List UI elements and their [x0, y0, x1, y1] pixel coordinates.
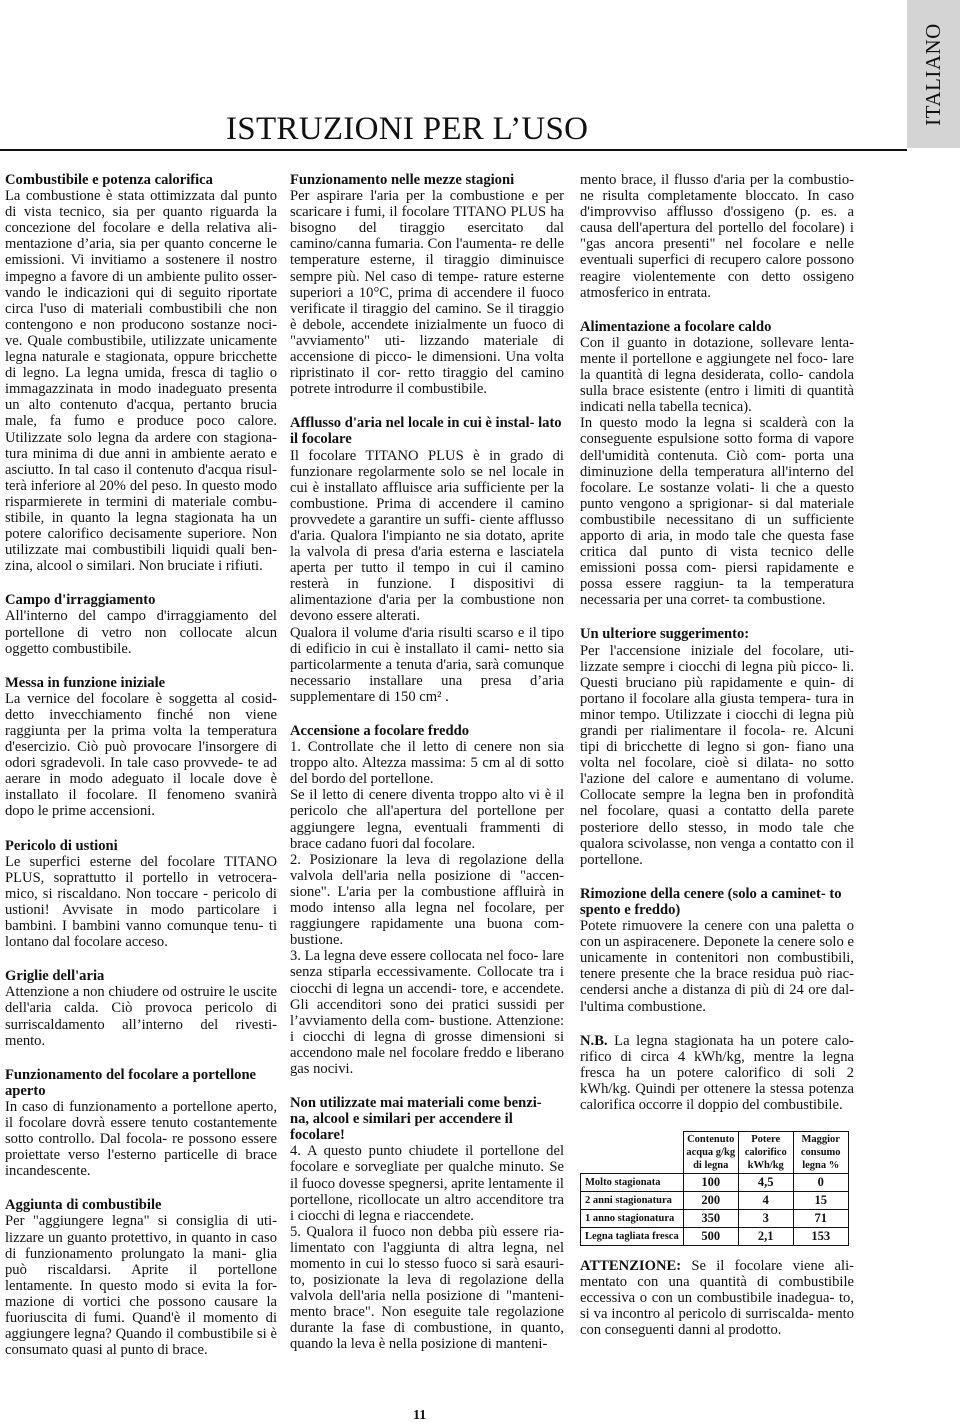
table-cell: 15	[793, 1192, 848, 1210]
wood-moisture-table	[580, 1131, 849, 1246]
table-row	[581, 1174, 849, 1192]
page-title: ISTRUZIONI PER L’USO	[226, 111, 589, 147]
warning-label: ATTENZIONE:	[580, 1258, 682, 1275]
column-right	[580, 172, 854, 1357]
language-tab	[907, 0, 960, 148]
section-heading: Aggiunta di combustibile	[5, 1197, 162, 1214]
section-paragraph: La combustione è stata ottimizzata dal punto di vista tecnico, sia per quanto riguarda la concezione del focolare e della relativa ali- mentazione d’aria, sia per quanto concerne le emissioni. Vi invitiamo a sostenere il nostro impegno a favore di un ambiente pulito osser- vando le indicazioni qui di seguito riportate circa l'uso di materiali combustibili che non contengono e non producono sostanze noci- ve. Quale combustibile, utilizzate unicamente legna naturale e stagionata, oppure bricchette di legno. La legna umida, fresca di taglio o immagazzinata in modo inadeguato presenta un alto contenuto d'acqua, pertanto brucia male, fa fumo e produce poco calore. Utilizzate solo legna da ardere con stagiona- tura minima di due anni in ambiente aerato e asciutto. In tal caso il contenuto d'acqua risul- terà inferiore al 20% del peso. In questo modo risparmierete in termini di materiale combu- stibile, in quanto la legna stagionata ha un potere calorifico decisamente superiore. Non utilizzate mai combustibili liquidi quali ben- zina, alcool o similari. Non bruciate i rifiuti.	[5, 188, 277, 575]
row-label: 1 anno stagionatura	[581, 1210, 684, 1228]
section-paragraph: 4. A questo punto chiudete il portellone del focolare e sorvegliate per qualche minuto. Se il fuoco dovesse spegnersi, aprite lentamente il portellone, ricollocate un altro accenditore tra i ciocchi di legna e riaccendete.	[290, 1143, 564, 1224]
section-heading: Griglie dell'aria	[5, 968, 105, 985]
text-section	[580, 172, 854, 301]
column-right-sections	[580, 172, 854, 1015]
section-heading: Afflusso d'aria nel locale in cui è instal- lato il focolare	[290, 415, 562, 448]
table-cell: 71	[793, 1210, 848, 1228]
text-section	[5, 675, 277, 820]
section-heading: Non utilizzate mai materiali come benzi- na, alcool e similari per accendere il focolare!	[290, 1095, 542, 1144]
warning-note	[580, 1258, 854, 1338]
section-heading: Pericolo di ustioni	[5, 837, 118, 854]
section-paragraph: In caso di funzionamento a portellone aperto, il focolare dovrà essere tenuto costantemente sotto controllo. Dal focola- re possono essere proiettate verso l'esterno particelle di brace incandescente.	[5, 1098, 277, 1180]
section-paragraph: Qualora il volume d'aria risulti scarso e il tipo di edificio in cui è installato il cami- netto sia particolarmente a tenuta d'aria, sarà comunque necessario installare una presa d’aria supplementare di 150 cm² .	[290, 624, 564, 705]
section-paragraph: 5. Qualora il fuoco non debba più essere ria- limentato con l'aggiunta di altra legna, nel momento in cui lo stesso fuoco si sarà esauri- to, posizionate la leva di regolazione della valvola dell'aria nella posizione di "manteni- mento brace". Non eseguite tale regolazione durante la fase di combustione, in quanto, quando la leva è nella posizione di manteni-	[290, 1223, 564, 1353]
text-section	[290, 415, 564, 705]
table-cell: 0	[793, 1174, 848, 1192]
table-cell: 153	[793, 1228, 848, 1246]
text-section	[5, 592, 277, 656]
section-paragraph: mento brace, il flusso d'aria per la combustio- ne risulta completamente bloccato. In caso d'improvviso afflusso d'ossigeno (p. es. a causa dell'apertura del portello del focolare) i "gas ancora presenti" nel focolare e nelle eventuali superfici di recupero calore possono reagire violentemente con detto ossigeno atmosferico in entrata.	[580, 172, 854, 301]
section-paragraph: Con il guanto in dotazione, sollevare lenta- mente il portellone e aggiungete nel foco- lare la quantità di legna desiderata, collo- candola sulla brace esistente (entro i limiti di quantità indicati nella tabella tecnica).	[580, 334, 854, 416]
column-middle	[290, 172, 564, 1371]
table-cell: 200	[683, 1192, 738, 1210]
row-label: Molto stagionata	[581, 1174, 684, 1192]
table-cell: 3	[738, 1210, 793, 1228]
section-heading: Un ulteriore suggerimento:	[580, 626, 750, 643]
text-section	[580, 626, 854, 867]
text-section	[290, 1095, 564, 1353]
section-heading: Funzionamento nelle mezze stagioni	[290, 172, 515, 188]
text-section	[5, 838, 277, 951]
table-corner-cell	[581, 1132, 684, 1174]
text-section	[290, 723, 564, 1077]
row-label: 2 anni stagionatura	[581, 1192, 684, 1210]
column-left	[5, 172, 277, 1376]
warning-text: Se il focolare viene ali- mentato con una quantità di combustibile eccessiva o con un combustibile inadegua- to, si va incontro al pericolo di surriscalda- mento con conseguenti danni al prodotto.	[580, 1258, 854, 1339]
nb-label: N.B.	[580, 1032, 608, 1049]
table-row	[581, 1228, 849, 1246]
table-cell: 500	[683, 1228, 738, 1246]
text-section	[5, 172, 277, 574]
section-paragraph: Il focolare TITANO PLUS è in grado di funzionare regolarmente solo se nel locale in cui è installato affluisce aria sufficiente per la combustione. Prima di accendere il camino provvedete a garantire un suffi- ciente afflusso d'aria. Qualora l'impianto ne sia dotato, aprite la valvola di presa d'aria esterna e lasciatela aperta per tutto il tempo in cui il camino resterà in funzione. I dispositivi di alimentazione d'aria per la combustione non devono essere alterati.	[290, 447, 564, 625]
nb-text: La legna stagionata ha un potere calo- rifico di circa 4 kWh/kg, mentre la legna fresca ha un potere calorifico di soli 2 kWh/kg. Quindi per ottenere la stessa potenza calorifica occorre il doppio del combustibile.	[580, 1032, 854, 1113]
section-heading: Combustibile e potenza calorifica	[5, 172, 213, 188]
table-cell: 2,1	[738, 1228, 793, 1246]
section-paragraph: 1. Controllate che il letto di cenere non sia troppo alto. Altezza massima: 5 cm al di sotto del bordo del portellone.	[290, 739, 564, 788]
table-cell: 350	[683, 1210, 738, 1228]
language-label: ITALIANO	[921, 22, 945, 126]
section-paragraph: Per l'accensione iniziale del focolare, uti- lizzate sempre i ciocchi di legna più picco- li. Questi bruciano più rapidamente e quin- di portano il focolare alla giusta tempera- tura in minor tempo. Utilizzate i ciocchi di legna più grandi per rialimentare il focola- re. Alcuni tipi di bricchette di legno si gon- fiano una volta nel focolare, cioè si dilata- no sotto l'azione del calore e aumentano di volume. Collocate sempre la legna ben in profondità nel focolare, quasi a contatto della parete posteriore dello stesso, in modo tale che qualora scivolasse, non venga a contatto con il portellone.	[580, 642, 854, 868]
column-header: Maggior consumo legna %	[793, 1132, 848, 1174]
column-header: Contenuto acqua g/kg di legna	[683, 1132, 738, 1174]
text-section	[5, 1197, 277, 1358]
section-paragraph: Potete rimuovere la cenere con una paletta o con un aspiracenere. Deponete la cenere solo e unicamente in contenitori non combustibili, tenere presente che la brace residua può riac- cendersi anche a distanza di più di 24 ore dal- l'ultima combustione.	[580, 918, 854, 1015]
text-section	[5, 968, 277, 1048]
section-paragraph: Le superfici esterne del focolare TITANO PLUS, soprattutto il portello in vetrocera- mico, si riscaldano. Non toccare - pericolo di ustioni! Avvisate in modo particolare i bambini. I bambini vanno comunque tenu- ti lontano dal focolare acceso.	[5, 853, 277, 951]
text-section	[5, 1067, 277, 1180]
section-heading: Alimentazione a focolare caldo	[580, 318, 772, 335]
section-paragraph: La vernice del focolare è soggetta al cosid- detto invecchiamento finché non viene raggiunta per la prima volta la temperatura d'esercizio. Ciò può provocare l'insorgere di odori sgradevoli. In tale caso provvede- te ad aerare in modo adeguato il locale dove è installato il focolare. Il fenomeno svanirà dopo le prime accensioni.	[5, 690, 277, 820]
section-heading: Funzionamento del focolare a portellone aperto	[5, 1066, 257, 1099]
row-label: Legna tagliata fresca	[581, 1228, 684, 1246]
table-body	[581, 1174, 849, 1246]
text-section	[580, 886, 854, 1015]
section-heading: Accensione a focolare freddo	[290, 723, 470, 739]
table-row	[581, 1192, 849, 1210]
section-heading: Campo d'irraggiamento	[5, 592, 156, 609]
table-cell: 100	[683, 1174, 738, 1192]
page-number: 11	[413, 1408, 427, 1423]
section-paragraph: 2. Posizionare la leva di regolazione della valvola dell'aria nella posizione di "accen- sione". L'aria per la combustione affluirà in modo intenso alla legna nel focolare, per raggiungere rapidamente una buona com- bustione.	[290, 851, 564, 949]
section-paragraph: Per "aggiungere legna" si consiglia di uti- lizzare un guanto protettivo, in quanto in caso di funzionamento prolungato la mani- glia può riscaldarsi. Aprite il portellone lentamente. In questo modo si evita la for- mazione di vortici che possono causare la fuoriuscita di fumi. Quand'è il momento di aggiungere legna? Quando il combustibile si è consumato quasi al punto di brace.	[5, 1213, 277, 1359]
section-paragraph: Attenzione a non chiudere od ostruire le uscite dell'aria calda. Ciò provoca pericolo di surriscaldamento all’interno del rivesti- mento.	[5, 984, 277, 1049]
text-section	[290, 172, 564, 397]
section-heading: Messa in funzione iniziale	[5, 674, 166, 691]
section-paragraph: Se il letto di cenere diventa troppo alto vi è il pericolo che all'apertura del portellone per aggiungere legna, eventuali frammenti di brace cadano fuori dal focolare.	[290, 787, 564, 852]
section-heading: Rimozione della cenere (solo a caminet- to spento e freddo)	[580, 885, 842, 918]
table-header-row	[581, 1132, 849, 1174]
section-paragraph: 3. La legna deve essere collocata nel foco- lare senza stiparla eccessivamente. Collocate tra i ciocchi di legna un accendi- tore, e accendete. Gli accenditori sono dei pratici sussidi per l’avviamento della com- bustione. Attenzione: i ciocchi di legna di grosse dimensioni si accendono male nel focolare freddo e liberano gas nocivi.	[290, 948, 564, 1077]
table-cell: 4,5	[738, 1174, 793, 1192]
section-paragraph: In questo modo la legna si scalderà con la conseguente espulsione sotto forma di vapore dell'umidità contenuta. Ciò com- porta una diminuzione della temperatura all'interno del focolare. Le sostanze volati- li che a questo punto vengono a sprigionar- si dal materiale combustibile necessitano di un sufficiente apporto di aria, in modo tale che questa fase critica dal punto di vista tecnico delle emissioni possa com- piersi rapidamente e possa essere raggiun- ta la temperatura necessaria per una corret- ta combustione.	[580, 415, 854, 609]
section-paragraph: All'interno del campo d'irraggiamento del portellone di vetro non collocate alcun oggetto combustibile.	[5, 608, 277, 657]
text-section	[580, 319, 854, 609]
nb-note	[580, 1033, 854, 1113]
section-paragraph: Per aspirare l'aria per la combustione e per scaricare i fumi, il focolare TITANO PLUS ha bisogno del tiraggio esercitato dal camino/canna fumaria. Con l'aumenta- re delle temperature esterne, il tiraggio diminuisce sempre più. Nel caso di tempe- rature esterne superiori a 10°C, prima di accendere il fuoco verificate il tiraggio del camino. Se il tiraggio è debole, accendete inizialmente un fuoco di "avviamento" uti- lizzando materiale di accensione di picco- le dimensioni. Una volta ripristinato il cor- retto tiraggio del camino potrete introdurre il combustibile.	[290, 188, 564, 398]
table-cell: 4	[738, 1192, 793, 1210]
title-divider	[0, 149, 907, 151]
table-row	[581, 1210, 849, 1228]
column-header: Potere calorifico kWh/kg	[738, 1132, 793, 1174]
